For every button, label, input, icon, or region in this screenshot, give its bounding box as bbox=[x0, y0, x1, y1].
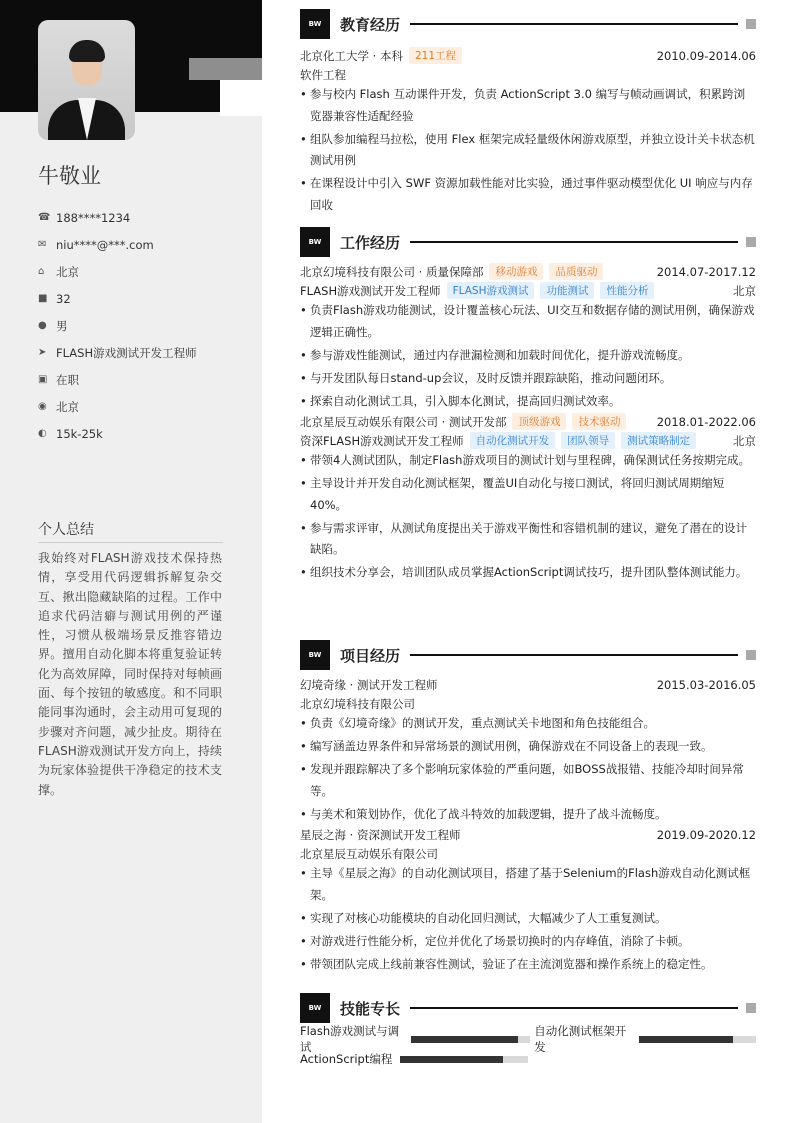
info-hometown bbox=[38, 258, 248, 285]
list-item: • 参与需求评审，从测试角度提出关于游戏平衡性和容错机制的建议，避免了潜在的设计缺陷。 bbox=[300, 518, 756, 561]
projects-section bbox=[300, 640, 756, 975]
position-tag: 测试策略制定 bbox=[621, 432, 696, 449]
age-text: 32 bbox=[56, 291, 71, 306]
list-item: • 参与游戏性能测试，通过内存泄漏检测和加载时间优化，提升游戏流畅度。 bbox=[300, 345, 756, 367]
email-text: niu****@***.com bbox=[56, 237, 154, 252]
project-row bbox=[300, 825, 756, 844]
info-email bbox=[38, 231, 248, 258]
job-city: 北京 bbox=[733, 433, 756, 448]
contact-info bbox=[38, 204, 248, 447]
skill-bar-fill bbox=[411, 1036, 518, 1043]
list-item: • 参与校内 Flash 互动课件开发，负责 ActionScript 3.0 编写与帧动画调试，积累跨浏览器兼容性适配经验 bbox=[300, 84, 756, 127]
section-square bbox=[746, 1003, 756, 1013]
company-tag: 技术驱动 bbox=[572, 413, 626, 430]
job-dates: 2014.07-2017.12 bbox=[656, 264, 756, 279]
section-title: 教育经历 bbox=[340, 15, 401, 34]
section-title: 工作经历 bbox=[340, 233, 401, 252]
section-square bbox=[746, 237, 756, 247]
work-section bbox=[300, 227, 756, 584]
project-company: 北京幻境科技有限公司 bbox=[300, 696, 415, 711]
info-position bbox=[38, 339, 248, 366]
job-position: 资深FLASH游戏测试开发工程师 bbox=[300, 433, 464, 448]
hometown-text: 北京 bbox=[56, 264, 79, 279]
person-icon: ● bbox=[38, 320, 47, 331]
money-icon: ◐ bbox=[38, 428, 47, 439]
skill-name: 自动化测试框架开发 bbox=[534, 1024, 627, 1054]
job-dates: 2018.01-2022.06 bbox=[656, 414, 756, 429]
summary-text: 我始终对FLASH游戏技术保持热情，享受用代码逻辑拆解复杂交互、揪出隐藏缺陷的过程。工作中追求代码洁癖与测试用例的严谨性，习惯从极端场景反推容错边界。擅用自动化脚本将重复验证转化为高效屏障，同时保持对每帧画面、每个按钮的敏感度。和不同职能同事沟通时，会主动用可复现的步骤对齐问题，减少扯皮。期待在FLASH游戏测试开发方向上，持续为玩家体验提供干净稳定的技术支撑。 bbox=[38, 551, 222, 797]
job-city: 北京 bbox=[733, 283, 756, 298]
skill-row bbox=[300, 1024, 756, 1054]
position-tag: 自动化测试开发 bbox=[470, 432, 556, 449]
candidate-name: 牛敬业 bbox=[38, 164, 101, 188]
section-rule bbox=[410, 1007, 738, 1009]
section-header bbox=[300, 993, 756, 1023]
skill-row bbox=[300, 1049, 756, 1069]
mail-icon: ✉ bbox=[38, 239, 47, 250]
position-tag: FLASH游戏测试 bbox=[447, 282, 535, 299]
list-item: • 负责《幻境奇缘》的测试开发，重点测试关卡地图和角色技能组合。 bbox=[300, 713, 756, 735]
list-item: • 实现了对核心功能模块的自动化回归测试，大幅减少了人工重复测试。 bbox=[300, 908, 756, 930]
location-icon: ◉ bbox=[38, 401, 47, 412]
position-tag: 团队领导 bbox=[561, 432, 615, 449]
position-tag: 功能测试 bbox=[540, 282, 594, 299]
sidebar bbox=[0, 0, 262, 1123]
section-square bbox=[746, 19, 756, 29]
section-title: 项目经历 bbox=[340, 646, 401, 665]
list-item: • 带领4人测试团队，制定Flash游戏项目的测试计划与里程碑，确保测试任务按期完成。 bbox=[300, 450, 756, 472]
section-badge: BW bbox=[300, 640, 330, 670]
section-title: 技能专长 bbox=[340, 999, 401, 1018]
company-name: 北京星辰互动娱乐有限公司 · 测试开发部 bbox=[300, 414, 507, 429]
info-gender bbox=[38, 312, 248, 339]
gender-text: 男 bbox=[56, 318, 68, 333]
list-item: • 负责Flash游戏功能测试，设计覆盖核心玩法、UI交互和数据存储的测试用例，确保游戏逻辑正确性。 bbox=[300, 300, 756, 343]
list-item: • 与开发团队每日stand-up会议，及时反馈并跟踪缺陷，推动问题闭环。 bbox=[300, 368, 756, 390]
avatar bbox=[38, 20, 135, 140]
accent-stripe bbox=[189, 58, 262, 80]
info-phone bbox=[38, 204, 248, 231]
section-header bbox=[300, 227, 756, 257]
project-company-row bbox=[300, 844, 756, 863]
info-salary bbox=[38, 420, 248, 447]
salary-text: 15k-25k bbox=[56, 426, 103, 441]
list-item: • 发现并跟踪解决了多个影响玩家体验的严重问题，如BOSS战报错、技能冷却时间异常等。 bbox=[300, 759, 756, 802]
skills-section bbox=[300, 993, 756, 1069]
major-row bbox=[300, 65, 756, 84]
list-item: • 对游戏进行性能分析，定位并优化了场景切换时的内存峰值，消除了卡顿。 bbox=[300, 931, 756, 953]
skill-name: Flash游戏测试与调试 bbox=[300, 1024, 400, 1054]
job-row bbox=[300, 412, 756, 431]
project-company-row bbox=[300, 694, 756, 713]
list-item: • 主导设计并开发自动化测试框架，覆盖UI自动化与接口测试，将回归测试周期缩短40%。 bbox=[300, 473, 756, 516]
list-item: • 组织技术分享会，培训团队成员掌握ActionScript调试技巧，提升团队整体测试能力。 bbox=[300, 562, 756, 584]
skills-list bbox=[300, 1024, 756, 1069]
school-name: 北京化工大学 · 本科 bbox=[300, 48, 403, 63]
home-icon: ⌂ bbox=[38, 266, 45, 277]
project-row bbox=[300, 675, 756, 694]
phone-text: 188****1234 bbox=[56, 210, 131, 225]
section-header bbox=[300, 9, 756, 39]
accent-notch bbox=[220, 80, 262, 116]
position-tag: 性能分析 bbox=[600, 282, 654, 299]
list-item: • 探索自动化测试工具，引入脚本化测试，提高回归测试效率。 bbox=[300, 391, 756, 413]
skill-bar-fill bbox=[639, 1036, 733, 1043]
company-tag: 移动游戏 bbox=[489, 263, 543, 280]
skill-bar bbox=[639, 1036, 756, 1043]
info-status bbox=[38, 366, 248, 393]
list-item: • 编写涵盖边界条件和异常场景的测试用例，确保游戏在不同设备上的表现一致。 bbox=[300, 736, 756, 758]
major: 软件工程 bbox=[300, 67, 346, 82]
education-row bbox=[300, 46, 756, 65]
project-company: 北京星辰互动娱乐有限公司 bbox=[300, 846, 438, 861]
project-dates: 2015.03-2016.05 bbox=[656, 677, 756, 692]
section-badge: BW bbox=[300, 9, 330, 39]
phone-icon: ☎ bbox=[38, 212, 51, 223]
company-name: 北京幻境科技有限公司 · 质量保障部 bbox=[300, 264, 484, 279]
section-header bbox=[300, 640, 756, 670]
education-section bbox=[300, 9, 756, 216]
city-text: 北京 bbox=[56, 399, 79, 414]
job-row bbox=[300, 262, 756, 281]
skill-bar-fill bbox=[400, 1056, 502, 1063]
company-tag: 顶级游戏 bbox=[512, 413, 566, 430]
section-rule bbox=[410, 654, 738, 656]
skill-bar bbox=[411, 1036, 530, 1043]
info-city bbox=[38, 393, 248, 420]
skill-name: ActionScript编程 bbox=[300, 1052, 393, 1066]
project-name: 星辰之海 · 资深测试开发工程师 bbox=[300, 827, 461, 842]
project-dates: 2019.09-2020.12 bbox=[656, 827, 756, 842]
skill-bar bbox=[400, 1056, 528, 1063]
school-tag: 211工程 bbox=[409, 47, 462, 64]
section-rule bbox=[410, 23, 738, 25]
briefcase-icon: ▣ bbox=[38, 374, 48, 385]
list-item: • 在课程设计中引入 SWF 资源加载性能对比实验，通过事件驱动模型优化 UI 响应与内存回收 bbox=[300, 173, 756, 216]
section-badge: BW bbox=[300, 993, 330, 1023]
send-icon: ➤ bbox=[38, 347, 47, 358]
company-tag: 品质驱动 bbox=[549, 263, 603, 280]
section-rule bbox=[410, 241, 738, 243]
position-row bbox=[300, 281, 756, 300]
status-text: 在职 bbox=[56, 372, 79, 387]
list-item: • 带领团队完成上线前兼容性测试，验证了在主流浏览器和操作系统上的稳定性。 bbox=[300, 954, 756, 976]
list-item: • 主导《星辰之海》的自动化测试项目，搭建了基于Selenium的Flash游戏自动化测试框架。 bbox=[300, 863, 756, 906]
section-badge: BW bbox=[300, 227, 330, 257]
project-name: 幻境奇缘 · 测试开发工程师 bbox=[300, 677, 438, 692]
summary-title: 个人总结 bbox=[38, 519, 223, 543]
education-dates: 2010.09-2014.06 bbox=[656, 48, 756, 63]
info-age bbox=[38, 285, 248, 312]
list-item: • 与美术和策划协作，优化了战斗特效的加载逻辑，提升了战斗流畅度。 bbox=[300, 804, 756, 826]
job-position: FLASH游戏测试开发工程师 bbox=[300, 283, 441, 298]
avatar-hair bbox=[69, 40, 105, 62]
position-text: FLASH游戏测试开发工程师 bbox=[56, 345, 197, 360]
cake-icon: ■ bbox=[38, 293, 48, 304]
section-square bbox=[746, 650, 756, 660]
position-row bbox=[300, 431, 756, 450]
list-item: • 组队参加编程马拉松，使用 Flex 框架完成轻量级休闲游戏原型，并独立设计关卡状态机测试用例 bbox=[300, 129, 756, 172]
